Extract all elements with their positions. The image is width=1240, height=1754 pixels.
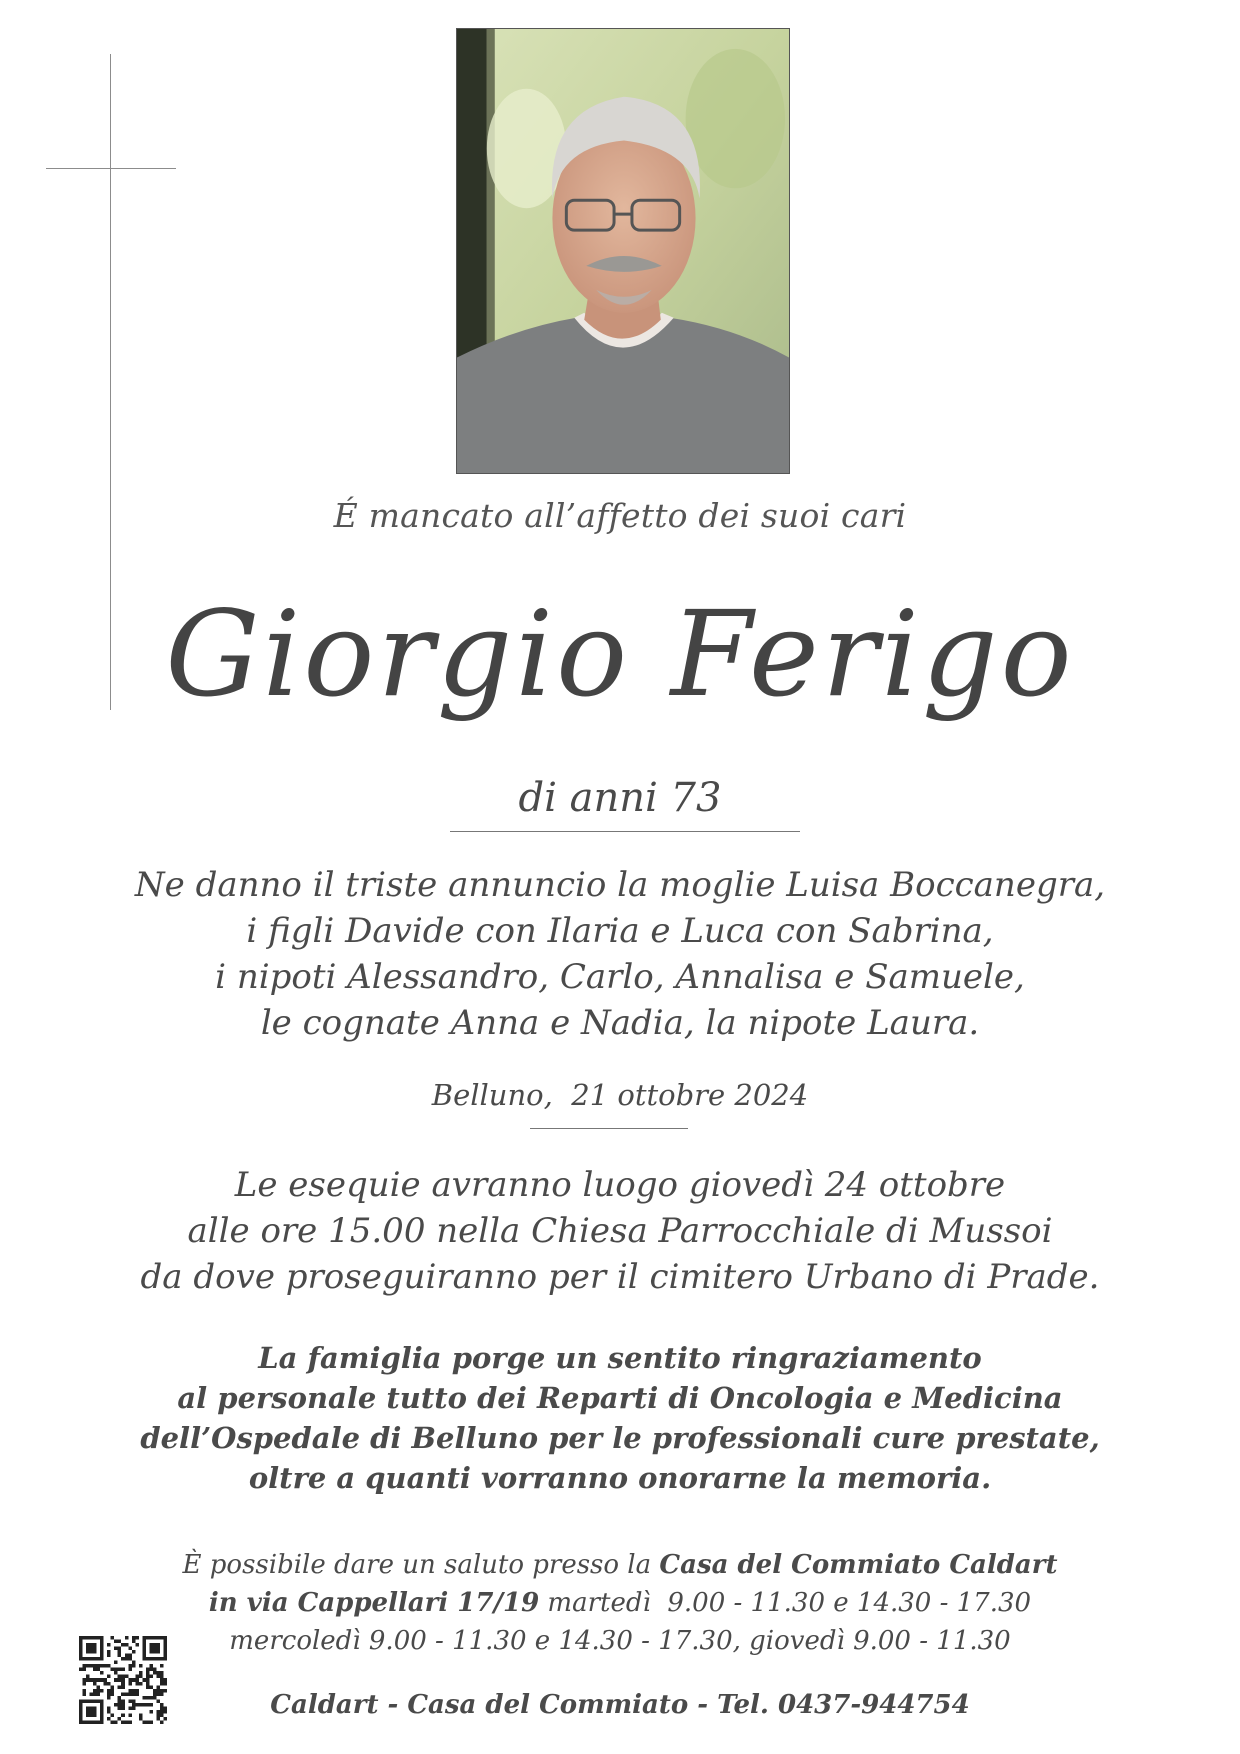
age-text: di anni 73 <box>518 775 722 821</box>
funeral-details <box>0 1162 1240 1300</box>
announcement <box>0 862 1240 1046</box>
funeral-line: alle ore 15.00 nella Chiesa Parrocchiale di Mussoi <box>187 1211 1053 1251</box>
funeral-home-footer: Caldart - Casa del Commiato - Tel. 0437-944754 <box>270 1690 970 1720</box>
thanks-message <box>0 1338 1240 1498</box>
thanks-line: La famiglia porge un sentito ringraziamento <box>258 1341 982 1375</box>
intro-text: É mancato all’affetto dei suoi cari <box>333 496 907 535</box>
announcement-line: Ne danno il triste annuncio la moglie Luisa Boccanegra, <box>134 865 1106 905</box>
visit-line-1 <box>0 1546 1240 1584</box>
announcement-line: i figli Davide con Ilaria e Luca con Sabrina, <box>246 911 994 951</box>
thanks-line: dell’Ospedale di Belluno per le professionali cure prestate, <box>140 1421 1100 1455</box>
deceased-name: Giorgio Ferigo <box>165 585 1075 723</box>
visit-hours-1: martedì 9.00 - 11.30 e 14.30 - 17.30 <box>539 1588 1032 1618</box>
thanks-line: oltre a quanti vorranno onorarne la memoria. <box>248 1461 992 1495</box>
visit-info <box>0 1546 1240 1660</box>
divider-date <box>530 1128 688 1129</box>
announcement-line: i nipoti Alessandro, Carlo, Annalisa e Samuele, <box>215 957 1025 997</box>
visit-line-3: mercoledì 9.00 - 11.30 e 14.30 - 17.30, giovedì 9.00 - 11.30 <box>229 1626 1011 1656</box>
cross-icon-horizontal <box>46 168 176 169</box>
funeral-line: da dove proseguiranno per il cimitero Urbano di Prade. <box>140 1257 1100 1297</box>
visit-venue: Casa del Commiato Caldart <box>659 1550 1058 1580</box>
visit-prefix: È possibile dare un saluto presso la <box>182 1550 660 1580</box>
portrait-photo <box>456 28 790 474</box>
visit-line-2 <box>0 1584 1240 1622</box>
place-date: Belluno, 21 ottobre 2024 <box>431 1078 809 1112</box>
thanks-line: al personale tutto dei Reparti di Oncologia e Medicina <box>177 1381 1063 1415</box>
funeral-line: Le esequie avranno luogo giovedì 24 ottobre <box>234 1165 1006 1205</box>
visit-address: in via Cappellari 17/19 <box>208 1588 540 1618</box>
portrait-illustration <box>457 29 789 473</box>
announcement-line: le cognate Anna e Nadia, la nipote Laura. <box>260 1003 980 1043</box>
divider-age <box>450 831 800 832</box>
